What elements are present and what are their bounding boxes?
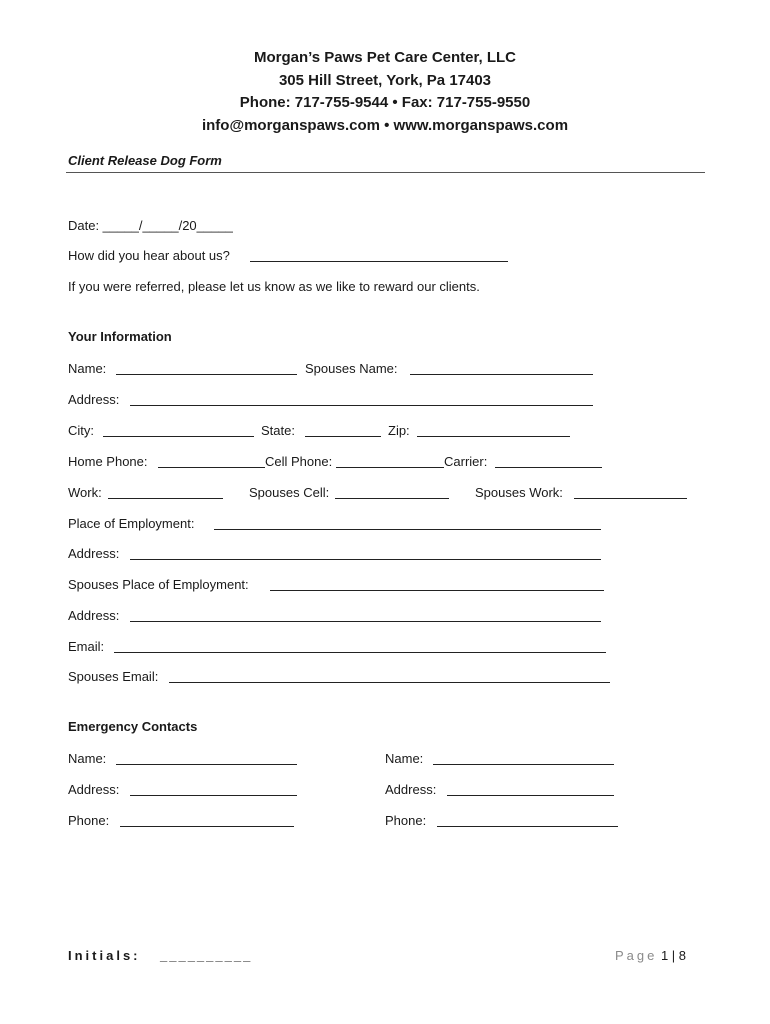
carrier-label: Carrier:: [444, 454, 488, 469]
emergency-left-address-field[interactable]: [130, 795, 297, 796]
employment-row: [68, 515, 708, 533]
date-label[interactable]: Date: _____/_____/20_____: [68, 218, 233, 233]
place-of-employment-label: Place of Employment:: [68, 516, 195, 531]
employer-address-row: [68, 545, 708, 563]
form-title: Client Release Dog Form: [68, 153, 222, 168]
place-of-employment-field[interactable]: [214, 529, 601, 530]
work-field[interactable]: [108, 498, 223, 499]
referral-note-row: [68, 278, 708, 296]
work-label: Work:: [68, 485, 102, 500]
company-address: 305 Hill Street, York, Pa 17403: [278, 71, 492, 89]
emergency-right-phone-label: Phone:: [385, 813, 427, 828]
name-row: [68, 360, 708, 378]
spouses-employment-row: [68, 576, 708, 594]
hear-about-label: How did you hear about us?: [68, 248, 230, 263]
email-label: Email:: [68, 639, 105, 654]
initials-field[interactable]: __________: [160, 948, 253, 963]
emergency-left-phone-field[interactable]: [120, 826, 294, 827]
emergency-right-address-label: Address:: [385, 782, 437, 797]
company-email-web: info@morganspaws.com • www.morganspaws.com: [201, 116, 569, 134]
city-field[interactable]: [103, 436, 254, 437]
work-row: [68, 484, 708, 502]
spouses-cell-label: Spouses Cell:: [249, 485, 330, 500]
spouses-name-field[interactable]: [410, 374, 593, 375]
address-row: [68, 391, 708, 409]
spouses-email-row: [68, 668, 708, 686]
emergency-right-phone-field[interactable]: [437, 826, 618, 827]
city-label: City:: [68, 423, 94, 438]
spouses-email-field[interactable]: [169, 682, 610, 683]
company-phone-fax: Phone: 717-755-9544 • Fax: 717-755-9550: [239, 94, 531, 111]
emergency-contacts-heading: Emergency Contacts: [68, 719, 198, 734]
emergency-left-phone-label: Phone:: [68, 813, 110, 828]
state-label: State:: [261, 423, 295, 438]
page-number: 1 | 8: [660, 948, 686, 963]
spouses-name-label: Spouses Name:: [305, 361, 398, 376]
title-divider: [66, 172, 705, 173]
spouses-employer-address-row: [68, 607, 708, 625]
spouses-email-label: Spouses Email:: [68, 669, 159, 684]
spouses-place-of-employment-label: Spouses Place of Employment:: [68, 577, 249, 592]
address-field[interactable]: [130, 405, 593, 406]
spouses-place-of-employment-field[interactable]: [270, 590, 604, 591]
emergency-name-row: [68, 750, 708, 768]
email-field[interactable]: [114, 652, 606, 653]
hear-about-row: [68, 247, 708, 265]
emergency-phone-row: [68, 812, 708, 830]
cell-phone-field[interactable]: [336, 467, 444, 468]
date-row: [68, 217, 708, 235]
letterhead: [0, 47, 770, 137]
carrier-field[interactable]: [495, 467, 602, 468]
zip-field[interactable]: [417, 436, 570, 437]
name-field[interactable]: [116, 374, 297, 375]
spouses-employer-address-label: Address:: [68, 608, 120, 623]
name-label: Name:: [68, 361, 107, 376]
spouses-employer-address-field[interactable]: [130, 621, 601, 622]
employer-address-field[interactable]: [130, 559, 601, 560]
initials-label: Initials:: [68, 948, 141, 963]
referral-note: If you were referred, please let us know as we like to reward our clients.: [68, 279, 480, 294]
spouses-work-field[interactable]: [574, 498, 687, 499]
home-phone-field[interactable]: [158, 467, 265, 468]
company-name: Morgan’s Paws Pet Care Center, LLC: [253, 49, 517, 66]
spouses-cell-field[interactable]: [335, 498, 449, 499]
page-word: Page: [614, 948, 658, 963]
emergency-right-name-label: Name:: [385, 751, 424, 766]
phones-row: [68, 453, 708, 471]
employer-address-label: Address:: [68, 546, 120, 561]
state-field[interactable]: [305, 436, 381, 437]
city-state-zip-row: [68, 422, 708, 440]
emergency-left-name-field[interactable]: [116, 764, 297, 765]
page-indicator: [615, 948, 686, 963]
spouses-work-label: Spouses Work:: [475, 485, 563, 500]
emergency-left-name-label: Name:: [68, 751, 107, 766]
cell-phone-label: Cell Phone:: [265, 454, 333, 469]
emergency-left-address-label: Address:: [68, 782, 120, 797]
emergency-right-name-field[interactable]: [433, 764, 614, 765]
address-label: Address:: [68, 392, 120, 407]
email-row: [68, 638, 708, 656]
your-information-heading: Your Information: [68, 329, 172, 344]
home-phone-label: Home Phone:: [68, 454, 148, 469]
emergency-right-address-field[interactable]: [447, 795, 614, 796]
emergency-address-row: [68, 781, 708, 799]
zip-label: Zip:: [388, 423, 410, 438]
hear-about-field[interactable]: [250, 261, 508, 262]
